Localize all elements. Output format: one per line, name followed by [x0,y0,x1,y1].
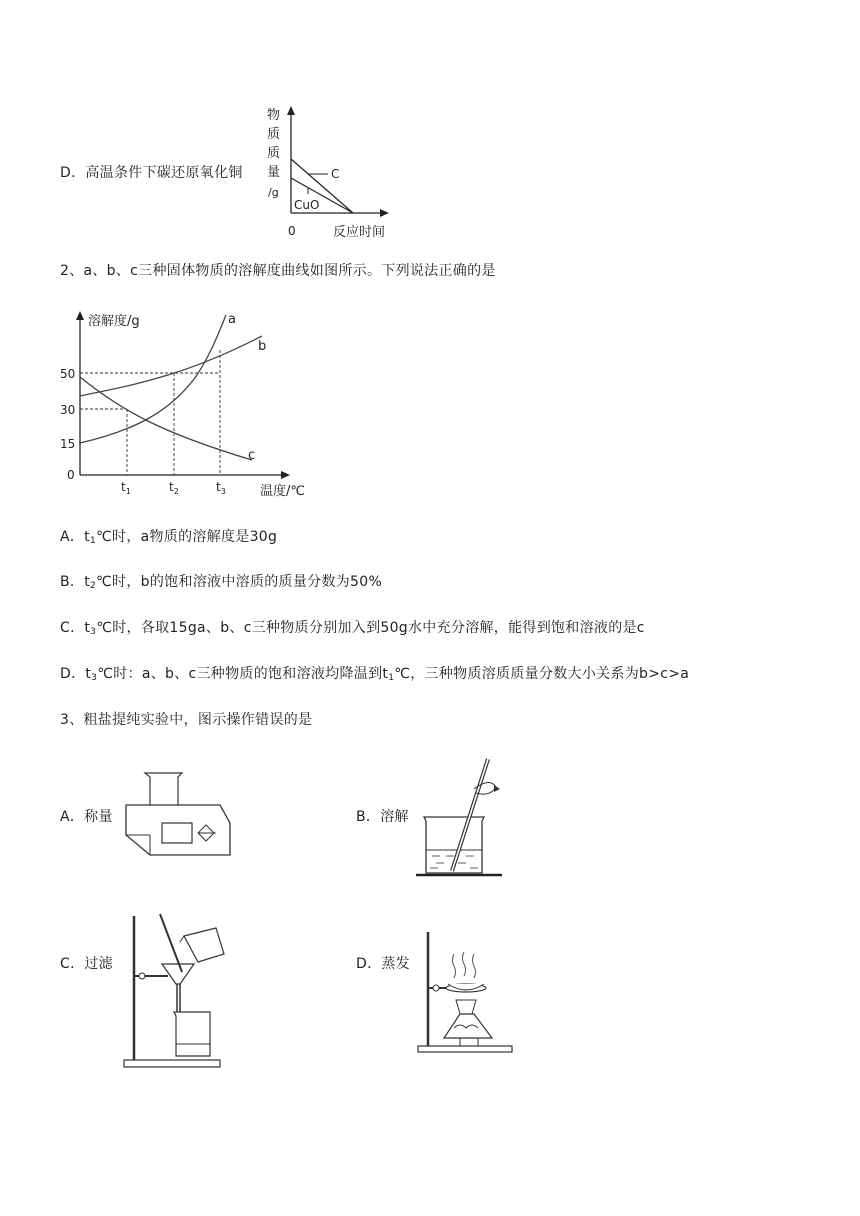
q1-option-d-text: D．高温条件下碳还原氧化铜 [60,165,243,181]
xlabel: 反应时间 [333,225,386,240]
y-tick-labels [60,367,75,482]
chart-ylabel: 溶解度/g [88,314,140,329]
line-label-cuo: CuO [294,198,320,212]
solubility-chart [52,305,332,500]
evaporation-illustration [414,928,524,1058]
q2-option-c: C．$t_3℃$时，各取15ga、b、c三种物质分别加入到50g水中充分溶解，能得到饱和溶液的是c [60,620,645,637]
curve-b [80,336,262,396]
q3-option-b: B．溶解 [356,809,409,825]
x-tick-t2: $t_2$ [169,480,179,496]
filtration-illustration [120,912,232,1072]
y-tick-15: 15 [60,437,76,451]
x-tick-t3: $t_3$ [216,480,226,496]
y-tick-50: 50 [60,367,76,381]
guide-lines [80,350,220,475]
ylabel-char-5: /g [268,186,279,199]
ylabel-char-4: 量 [267,165,281,180]
q2-option-b: B．$t_2℃$时，b的饱和溶液中溶质的质量分数为50% [60,574,383,591]
x-tick-t1: $t_1$ [121,480,131,496]
chart-xlabel: 温度/℃ [260,484,305,499]
series-label-b: b [258,339,267,354]
ylabel-char-1: 物 [267,108,281,123]
series-label-a: a [228,312,236,327]
q2-option-d: D．$t_3℃$时：a、b、c三种物质的饱和溶液均降温到$t_1℃$，三种物质溶质质量分数大小关系为b>c>a [60,666,690,683]
line-label-c: C [331,167,340,181]
q3-option-d: D．蒸发 [356,956,410,972]
curve-c [80,377,252,460]
q3-option-c: C．过滤 [60,956,113,972]
ylabel-stack [267,107,280,199]
origin-label: 0 [288,224,296,238]
weighing-illustration [120,765,240,865]
q1-option-d-graph [258,103,398,243]
y-tick-0: 0 [67,468,75,482]
dissolving-illustration [414,755,524,880]
series-label-c: c [248,448,256,463]
ylabel-char-2: 质 [267,127,281,142]
x-tick-labels [121,480,226,496]
ylabel-char-3: 质 [267,146,281,161]
q3-stem: 3、粗盐提纯实验中，图示操作错误的是 [60,712,313,728]
q3-option-a: A．称量 [60,809,113,825]
q2-option-a: A．$t_1℃$时，a物质的溶解度是30g [60,529,278,546]
y-tick-30: 30 [60,403,76,417]
q2-stem: 2、a、b、c三种固体物质的溶解度曲线如图所示。下列说法正确的是 [60,263,496,279]
